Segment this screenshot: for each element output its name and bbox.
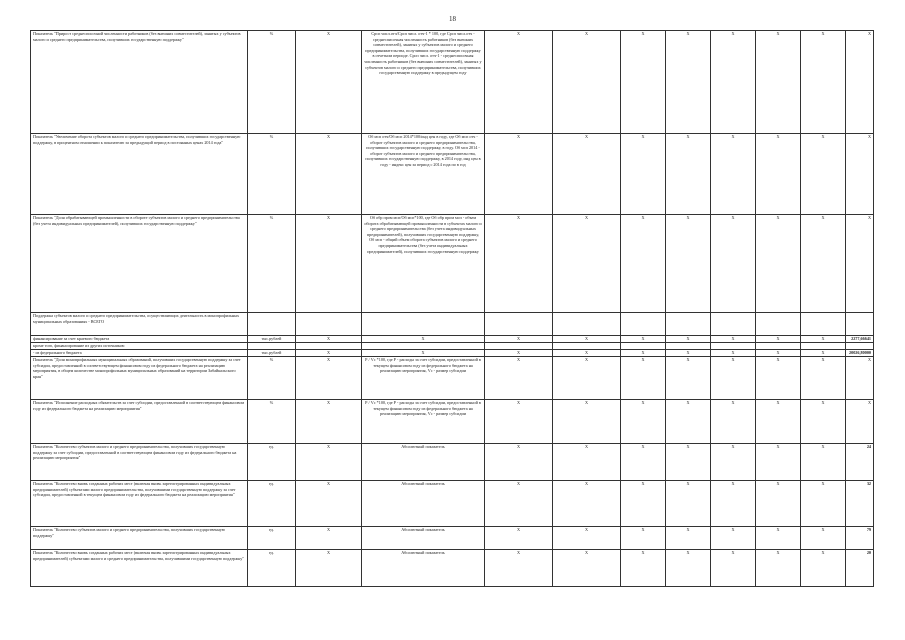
formula-cell: X — [362, 336, 485, 343]
marker-cell — [621, 313, 666, 336]
marker-cell: X — [621, 350, 666, 357]
table-row — [31, 527, 874, 550]
marker-cell — [801, 343, 846, 350]
marker-cell: X — [296, 527, 362, 550]
unit-cell: ед. — [248, 444, 296, 481]
formula-cell: Абсолютный показатель — [362, 527, 485, 550]
marker-cell: X — [553, 481, 621, 527]
marker-cell: X — [621, 336, 666, 343]
indicator-cell: - из федерального бюджета — [31, 350, 248, 357]
marker-cell: X — [756, 31, 801, 134]
marker-cell: X — [296, 350, 362, 357]
value-cell: 79 — [846, 527, 874, 550]
marker-cell: X — [621, 215, 666, 313]
marker-cell: X — [801, 357, 846, 400]
marker-cell: X — [485, 481, 553, 527]
unit-cell: ед. — [248, 550, 296, 587]
marker-cell — [756, 343, 801, 350]
marker-cell: X — [621, 400, 666, 444]
marker-cell: X — [756, 400, 801, 444]
marker-cell — [296, 343, 362, 350]
marker-cell — [553, 343, 621, 350]
marker-cell: X — [711, 134, 756, 215]
marker-cell: X — [801, 134, 846, 215]
marker-cell: X — [553, 336, 621, 343]
table-row — [31, 343, 874, 350]
marker-cell: X — [296, 31, 362, 134]
marker-cell: X — [485, 527, 553, 550]
marker-cell — [553, 313, 621, 336]
marker-cell — [666, 313, 711, 336]
marker-cell: X — [711, 215, 756, 313]
value-cell: 2277,66641 — [846, 336, 874, 343]
marker-cell: X — [756, 444, 801, 481]
marker-cell: X — [485, 134, 553, 215]
marker-cell: X — [801, 336, 846, 343]
marker-cell: X — [485, 550, 553, 587]
marker-cell — [485, 343, 553, 350]
table-row — [31, 215, 874, 313]
indicator-cell: Показатель "Количество субъектов малого и среднего предпринимательства, получивших государственную поддержку" — [31, 527, 248, 550]
marker-cell: X — [296, 134, 362, 215]
marker-cell: X — [666, 134, 711, 215]
marker-cell: X — [485, 215, 553, 313]
unit-cell: % — [248, 215, 296, 313]
marker-cell: X — [553, 215, 621, 313]
marker-cell: X — [621, 134, 666, 215]
marker-cell: X — [801, 550, 846, 587]
indicator-cell: Показатель "Исполнение расходных обязательств за счет субсидии, предоставленной в соответствующем финансовом году из федерального бюджета на реализацию мероприятия" — [31, 400, 248, 444]
marker-cell: X — [621, 31, 666, 134]
marker-cell: X — [711, 400, 756, 444]
formula-cell: Абсолютный показатель — [362, 550, 485, 587]
marker-cell: X — [553, 444, 621, 481]
marker-cell: X — [666, 550, 711, 587]
value-cell — [846, 313, 874, 336]
marker-cell: X — [711, 357, 756, 400]
value-cell: X — [846, 357, 874, 400]
marker-cell: X — [711, 336, 756, 343]
unit-cell: % — [248, 31, 296, 134]
value-cell: X — [846, 134, 874, 215]
indicator-cell: Показатель "Количество вновь созданных рабочих мест (включая вновь зарегистрированных индивидуальных предпринимателей) субъектами малого и среднего предпринимательства, получившими государственную поддержку" — [31, 550, 248, 587]
formula-cell: Абсолютный показатель — [362, 444, 485, 481]
table-row — [31, 336, 874, 343]
formula-cell: Абсолютный показатель — [362, 481, 485, 527]
marker-cell: X — [711, 350, 756, 357]
marker-cell: X — [666, 527, 711, 550]
unit-cell: тыс.рублей — [248, 336, 296, 343]
page-number: 18 — [449, 15, 456, 23]
indicator-cell: Показатель "Увеличение оборота субъектов малого и среднего предпринимательства, получивших государственную поддержку, в процентном отношении к показателю за предыдущий период в постоянных ценах 2014 года" — [31, 134, 248, 215]
marker-cell: X — [553, 550, 621, 587]
marker-cell: X — [801, 481, 846, 527]
indicators-table — [30, 30, 874, 587]
marker-cell: X — [621, 357, 666, 400]
marker-cell — [711, 313, 756, 336]
marker-cell: X — [711, 550, 756, 587]
value-cell: 20 — [846, 550, 874, 587]
marker-cell: X — [553, 527, 621, 550]
marker-cell: X — [756, 134, 801, 215]
marker-cell: X — [666, 400, 711, 444]
table-row — [31, 31, 874, 134]
marker-cell: X — [756, 336, 801, 343]
indicator-cell: Показатель "Доля монопрофильных муниципальных образований, получивших государственную поддержку за счет субсидии, предоставленной в соответствующем финансовом году из федерального бюджета на реализацию мероприятия, в общем количестве монопрофильных муниципальных образований на территории Забайкальского края" — [31, 357, 248, 400]
value-cell: 24 — [846, 444, 874, 481]
marker-cell — [801, 313, 846, 336]
marker-cell: X — [553, 357, 621, 400]
marker-cell: X — [553, 400, 621, 444]
marker-cell: X — [711, 444, 756, 481]
marker-cell: X — [485, 444, 553, 481]
table-row — [31, 350, 874, 357]
indicator-cell: Показатель "Прирост среднесписочной численности работников (без внешних совместителей), занятых у субъектов малого и среднего предпринимательства, получивших государственную поддержку" — [31, 31, 248, 134]
formula-cell — [362, 313, 485, 336]
unit-cell — [248, 313, 296, 336]
marker-cell: X — [756, 215, 801, 313]
marker-cell: X — [711, 481, 756, 527]
marker-cell: X — [666, 444, 711, 481]
table-row — [31, 313, 874, 336]
marker-cell: X — [801, 527, 846, 550]
marker-cell — [296, 313, 362, 336]
marker-cell: X — [711, 527, 756, 550]
marker-cell: X — [296, 550, 362, 587]
formula-cell: Р / Vс *100, где Р - расходы за счет субсидии, предоставленной в текущем финансовом году из федерального бюджета на реализацию мероприятия, Vс - размер субсидии — [362, 400, 485, 444]
value-cell: X — [846, 400, 874, 444]
marker-cell: X — [296, 444, 362, 481]
marker-cell — [485, 313, 553, 336]
marker-cell: X — [666, 481, 711, 527]
indicator-cell: кроме того, финансирование из других источников: — [31, 343, 248, 350]
marker-cell — [621, 343, 666, 350]
marker-cell: X — [621, 527, 666, 550]
unit-cell: % — [248, 134, 296, 215]
marker-cell: X — [711, 31, 756, 134]
indicator-cell: финансирование за счет краевого бюджета — [31, 336, 248, 343]
marker-cell: X — [296, 481, 362, 527]
marker-cell: X — [801, 400, 846, 444]
marker-cell: X — [553, 134, 621, 215]
marker-cell — [756, 313, 801, 336]
indicator-cell: Поддержка субъектов малого и среднего предпринимательства, осуществляющих деятельность в монопрофильных муниципальных образованиях - ВСЕГО — [31, 313, 248, 336]
marker-cell: X — [801, 350, 846, 357]
formula-cell: Об обр пром мсп/Об мсп*100, где Об обр пром мсп - объем оборота обрабатывающей промышленности в субъектах малого и среднего предпринимательства (без учета индивидуальных предпринимателей), получивших государственную поддержку, Об мсп - общий объем оборота субъектов малого и среднего предпринимательства (без учета индивидуальных предпринимателей), получивших государственную поддержку — [362, 215, 485, 313]
marker-cell: X — [485, 400, 553, 444]
table-row — [31, 481, 874, 527]
marker-cell: X — [485, 350, 553, 357]
marker-cell: X — [801, 444, 846, 481]
marker-cell: X — [756, 527, 801, 550]
table-row — [31, 400, 874, 444]
marker-cell: X — [296, 215, 362, 313]
indicator-cell: Показатель "Доля обрабатывающей промышленности в обороте субъектов малого и среднего предпринимательства (без учета индивидуальных предпринимателей), получивших государственную поддержку" — [31, 215, 248, 313]
marker-cell: X — [553, 350, 621, 357]
unit-cell — [248, 343, 296, 350]
value-cell: 20026,80000 — [846, 350, 874, 357]
marker-cell: X — [666, 31, 711, 134]
marker-cell: X — [666, 357, 711, 400]
indicator-cell: Показатель "Количество вновь созданных рабочих мест (включая вновь зарегистрированных индивидуальных предпринимателей) субъектами малого предпринимательства, получившими государственную поддержку за счет субсидии, предоставленной в текущем финансовом году из федерального бюджета на реализацию мероприятия" — [31, 481, 248, 527]
unit-cell: % — [248, 357, 296, 400]
unit-cell: ед. — [248, 481, 296, 527]
marker-cell: X — [621, 444, 666, 481]
marker-cell: X — [621, 481, 666, 527]
value-cell: X — [846, 215, 874, 313]
indicator-cell: Показатель "Количество субъектов малого и среднего предпринимательства, получивших государственную поддержку за счет субсидии, предоставленной в соответствующем финансовом году из федерального бюджета на реализацию мероприятия" — [31, 444, 248, 481]
marker-cell: X — [801, 31, 846, 134]
marker-cell: X — [756, 350, 801, 357]
marker-cell: X — [621, 550, 666, 587]
table-row — [31, 444, 874, 481]
unit-cell: % — [248, 400, 296, 444]
marker-cell: X — [666, 350, 711, 357]
formula-cell: Р / Vс *100, где Р - расходы за счет субсидии, предоставленной в текущем финансовом году из федерального бюджета на реализацию мероприятия, Vс - размер субсидии — [362, 357, 485, 400]
marker-cell: X — [756, 481, 801, 527]
marker-cell: X — [756, 550, 801, 587]
marker-cell: X — [756, 357, 801, 400]
marker-cell — [711, 343, 756, 350]
table-row — [31, 357, 874, 400]
formula-cell — [362, 343, 485, 350]
value-cell: X — [846, 31, 874, 134]
formula-cell: Срсп числ.отч/Срсп числ. отч-1 * 100, где Срсп числ.отч - среднесписочная численность работников (без внешних совместителей), занятых у субъектов малого и среднего предпринимательства, получивших государственную поддержку в отчетном периоде. Срсп числ. отч-1 - среднесписочная численность работников (без внешних совместителей), занятых у субъектов малого и среднего предпринимательства, получивших государственную поддержку в предыдущем году — [362, 31, 485, 134]
marker-cell — [666, 343, 711, 350]
formula-cell: X — [362, 350, 485, 357]
table-row — [31, 550, 874, 587]
marker-cell: X — [485, 336, 553, 343]
marker-cell: X — [485, 31, 553, 134]
value-cell: 32 — [846, 481, 874, 527]
marker-cell: X — [801, 215, 846, 313]
marker-cell: X — [553, 31, 621, 134]
value-cell — [846, 343, 874, 350]
marker-cell: X — [485, 357, 553, 400]
marker-cell: X — [296, 357, 362, 400]
marker-cell: X — [296, 400, 362, 444]
unit-cell: тыс.рублей — [248, 350, 296, 357]
marker-cell: X — [666, 336, 711, 343]
formula-cell: Об мсп отч/Об мсп 2014*100/инд цен в году, где Об мсп отч - оборот субъектов малого и среднего предпринимательства, получивших государственную поддержку, в году. Об мсп 2014 - оборот субъектов малого и среднего предпринимательства, получивших государственную поддержку, в 2014 году, инд цен в году - индекс цен за период с 2014 года по в год — [362, 134, 485, 215]
marker-cell: X — [666, 215, 711, 313]
unit-cell: ед. — [248, 527, 296, 550]
marker-cell: X — [296, 336, 362, 343]
table-row — [31, 134, 874, 215]
